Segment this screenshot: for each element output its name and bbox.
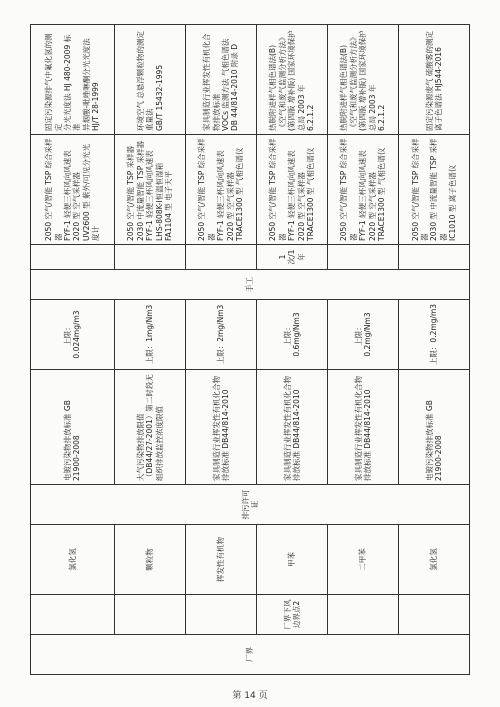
rotated-table-wrapper [30,0,500,662]
pollutant-cell: 氯化氢 [31,525,115,595]
table-row [185,25,256,675]
rotated-table [30,25,470,675]
method-cell: 环境空气 总悬浮颗粒物的测定 重量法 GB/T 15432-1995 [114,25,185,135]
instrument-cell: 2050 空气/智能 TSP 综合采样器 FYF-1 轻便三杯风向风速表 2020 型 空气采样器 TRACE1300 型 气相色谱仪 [185,135,256,245]
table-row [114,25,185,675]
standard-cell: 大气污染物排放限值（DB44/27-2001）第二时段无组织排放监控浓度限值 [114,370,185,485]
frequency-cell [327,245,398,270]
frequency-cell [31,245,115,270]
permit-cell: 排污许可证 [31,485,470,525]
method-cell: 家具制造行业挥发性有机化合物排放标准 VOCs 监测方法 气相色谱法 DB 44/814-2010 附录 D [185,25,256,135]
limit-cell: 上限：0.2mg/m3 [398,300,469,370]
standard-cell: 家具制造行业挥发性有机化合物排放标准 DB44/814-2010 [327,370,398,485]
method-cell: 固定污染源废气 硫酸雾的测定 离子色谱法 HJ544-2016 [398,25,469,135]
category-cell: 厂界下风边界点2 [256,595,327,635]
frequency-cell [398,245,469,270]
standard-cell: 家具制造行业挥发性有机化合物排放标准 DB44/814-2010 [256,370,327,485]
frequency-cell [114,245,185,270]
category-cell [114,595,185,635]
instrument-cell: 2050 空气/智能 TSP 综合采样器 FYF-1 轻便三杯风向风速表 2020 型 空气采样器 TRACE1300 型 气相色谱仪 [327,135,398,245]
instrument-cell: 2050 空气/智能 TSP 采样器 2030 中流量智能 TSP 采样器 FYF-1 轻便三杯风向风速表 LHS-808K-Ⅰ恒温恒湿箱 FA1104 型 电子天平 [114,135,185,245]
pollutant-cell: 氯化氢 [398,525,469,595]
table-row [31,25,115,675]
section-cell: 厂界 [31,635,470,675]
instrument-cell: 2050 空气/智能 TSP 综合采样器 2030 型 中流量智能 TSP 采样器 IC1010 型 离子色谱仪 [398,135,469,245]
pollutant-cell: 挥发性有机物 [185,525,256,595]
category-cell [327,595,398,635]
category-cell [398,595,469,635]
limit-cell: 上限：2mg/Nm3 [185,300,256,370]
method-cell: 热脱附进样气相色谱法(B) 《空气和废气监测分析方法》(第四版 增补版) 国家环境保护总局 2003 年 6.2.1.2 [256,25,327,135]
monitoring-table [30,24,470,675]
category-cell [31,595,115,635]
frequency-cell: 1次/1年 [256,245,327,270]
pollutant-cell: 二甲苯 [327,525,398,595]
instrument-cell: 2050 空气/智能 TSP 综合采样器 FYF-1 轻便三杯风向风速表 2020 型 空气采样器 UV2600 型 紫外/可见分光光度计 [31,135,115,245]
standard-cell: 电镀污染物排放标准 GB 21900-2008 [398,370,469,485]
method-cell: 热脱附进样气相色谱法(B) 《空气和废气监测分析方法》(第四版 增补版) 国家环境保护总局 2003 年 6.2.1.2 [327,25,398,135]
limit-cell: 上限：0.6mg/Nm3 [256,300,327,370]
category-cell [185,595,256,635]
method-cell: 固定污染源排气中氟化氢的测定 分光光度法 HJ 480-2009 标准 异烟酸-吡唑啉酮分光光度法 HJ/T 28-1999 [31,25,115,135]
manual-cell: 手工 [31,270,470,300]
pollutant-cell: 颗粒物 [114,525,185,595]
page-number: 第 14 页 [232,691,268,701]
limit-cell: 上限：1mg/Nm3 [114,300,185,370]
standard-cell: 家具制造行业挥发性有机化合物排放标准 DB44/814-2010 [185,370,256,485]
table-row [398,25,469,675]
limit-cell: 上限：0.024mg/m3 [31,300,115,370]
standard-cell: 电镀污染物排放标准 GB 21900-2008 [31,370,115,485]
limit-cell: 上限：0.2mg/Nm3 [327,300,398,370]
frequency-cell [185,245,256,270]
table-row [327,25,398,675]
pollutant-cell: 甲苯 [256,525,327,595]
table-row [256,25,327,675]
instrument-cell: 2050 空气/智能 TSP 综合采样器 FYF-1 轻便三杯风向风速表 2020 型 空气采样器 TRACE1300 型 气相色谱仪 [256,135,327,245]
